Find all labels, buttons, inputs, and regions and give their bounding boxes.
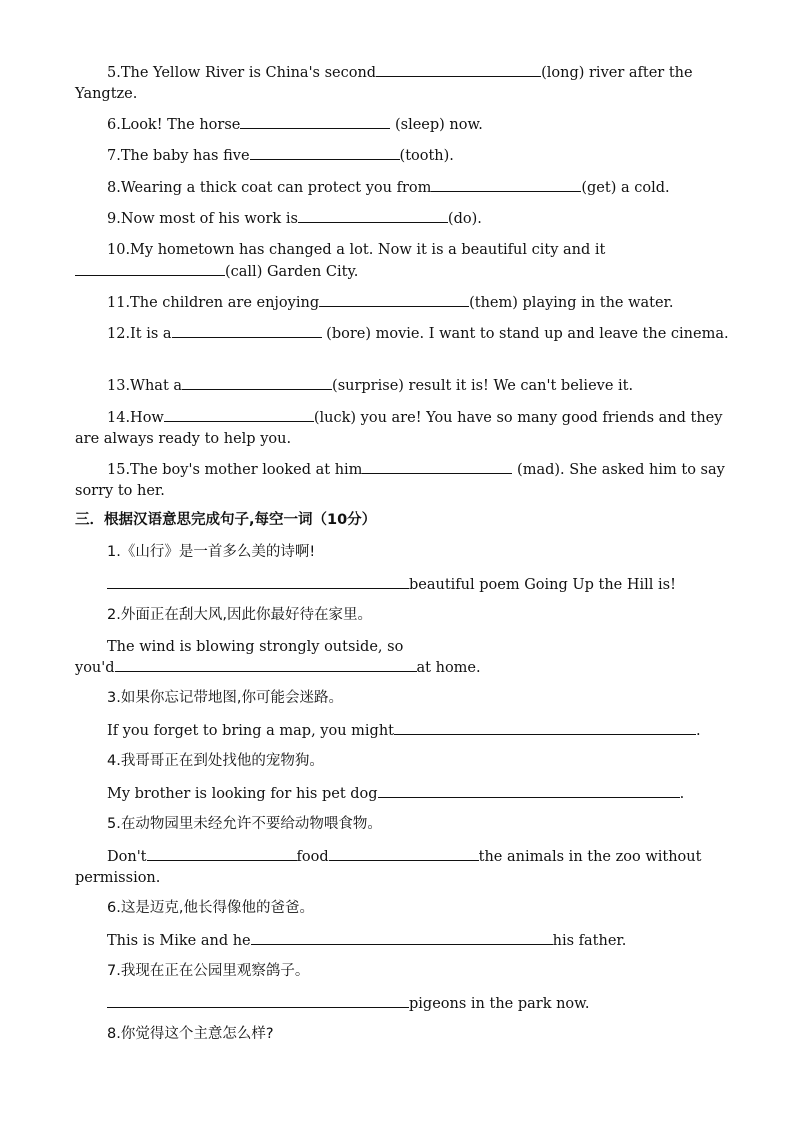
s2-chinese: 2.外面正在刮大风,因此你最好待在家里。 (107, 607, 372, 623)
q15-text-after: (mad). She asked him to say sorry to her. (75, 462, 725, 499)
s6-english (107, 930, 626, 952)
s6-text-before: This is Mike and he (107, 933, 251, 949)
s4-english (107, 783, 684, 805)
q7-text-after: (tooth). (399, 148, 454, 164)
q14-blank[interactable] (164, 407, 314, 422)
s5-blank-2[interactable] (329, 846, 479, 861)
s7-english (107, 993, 589, 1015)
q12-text-before: 12.It is a (107, 326, 172, 342)
s1-chinese: 1.《山行》是一首多么美的诗啊! (107, 544, 316, 560)
s2-english-line2 (75, 657, 735, 679)
question-14 (75, 407, 735, 450)
question-7 (75, 145, 735, 167)
q11-blank[interactable] (319, 292, 469, 307)
q9-blank[interactable] (298, 208, 448, 223)
question-8 (75, 177, 735, 199)
s5-text-after: the animals in the zoo without permission. (75, 849, 702, 886)
s6-text-after: his father. (552, 933, 627, 949)
q14-text-before: 14.How (107, 410, 164, 426)
s1-text-after: beautiful poem Going Up the Hill is! (409, 577, 676, 593)
q15-blank[interactable] (362, 459, 512, 474)
s7-blank[interactable] (107, 993, 409, 1008)
s5-blank-1[interactable] (147, 846, 297, 861)
s5-english (75, 846, 735, 889)
s2-blank[interactable] (115, 657, 417, 672)
q12-blank[interactable] (172, 323, 322, 338)
q13-text-before: 13.What a (107, 378, 183, 394)
q11-text-before: 11.The children are enjoying (107, 295, 320, 311)
s3-english (107, 720, 701, 742)
q9-text-before: 9.Now most of his work is (107, 211, 298, 227)
q9-text-after: (do). (447, 211, 482, 227)
s2-text-after: at home. (416, 660, 481, 676)
q10-blank[interactable] (75, 261, 225, 276)
q5-text-before: 5.The Yellow River is China's second (107, 65, 377, 81)
q5-text-after: (long) river after the Yangtze. (75, 65, 693, 102)
s2-english-line1: The wind is blowing strongly outside, so (107, 639, 404, 655)
s5-text-before: Don't (107, 849, 147, 865)
q11-text-after: (them) playing in the water. (469, 295, 674, 311)
q8-blank[interactable] (431, 177, 581, 192)
question-13 (75, 375, 735, 397)
s3-text-after: . (696, 723, 701, 739)
s2-text-before: you'd (75, 660, 115, 676)
s1-english (107, 574, 676, 596)
s1-blank[interactable] (107, 574, 409, 589)
question-12 (75, 323, 735, 345)
section-three-heading: 三．根据汉语意思完成句子,每空一词（10分） (75, 512, 377, 528)
s7-text-after: pigeons in the park now. (409, 996, 590, 1012)
s5-text-mid: food (296, 849, 329, 865)
q13-blank[interactable] (182, 375, 332, 390)
q6-text-before: 6.Look! The horse (107, 117, 241, 133)
q6-text-after: (sleep) now. (390, 117, 483, 133)
q10-text-before: 10.My hometown has changed a lot. Now it is a beautiful city and it (107, 242, 606, 258)
q7-text-before: 7.The baby has five (107, 148, 250, 164)
q7-blank[interactable] (250, 145, 400, 160)
s6-chinese: 6.这是迈克,他长得像他的爸爸。 (107, 900, 314, 916)
q13-text-after: (surprise) result it is! We can't believe it. (332, 378, 634, 394)
s5-chinese: 5.在动物园里未经允许不要给动物喂食物。 (107, 816, 382, 832)
q12-text-after: (bore) movie. I want to stand up and leave the cinema. (321, 326, 729, 342)
question-5 (75, 62, 735, 105)
q8-text-after: (get) a cold. (581, 180, 670, 196)
question-6 (75, 114, 735, 136)
s7-chinese: 7.我现在正在公园里观察鸽子。 (107, 963, 310, 979)
question-11 (75, 292, 735, 314)
s3-blank[interactable] (394, 720, 696, 735)
s8-chinese: 8.你觉得这个主意怎么样? (107, 1026, 274, 1042)
s3-text-before: If you forget to bring a map, you might (107, 723, 394, 739)
q10-text-after: (call) Garden City. (225, 264, 359, 280)
q15-text-before: 15.The boy's mother looked at him (107, 462, 363, 478)
question-9 (75, 208, 735, 230)
q8-text-before: 8.Wearing a thick coat can protect you from (107, 180, 432, 196)
question-10 (75, 240, 665, 283)
question-15 (75, 459, 735, 502)
s4-blank[interactable] (378, 783, 680, 798)
s4-text-after: . (679, 786, 685, 802)
q6-blank[interactable] (240, 114, 390, 129)
s6-blank[interactable] (251, 930, 553, 945)
s4-chinese: 4.我哥哥正在到处找他的宠物狗。 (107, 753, 324, 769)
s4-text-before: My brother is looking for his pet dog (107, 786, 378, 802)
q5-blank[interactable] (376, 62, 541, 77)
s3-chinese: 3.如果你忘记带地图,你可能会迷路。 (107, 690, 343, 706)
q14-text-after: (luck) you are! You have so many good friends and they are always ready to help you. (75, 410, 723, 447)
